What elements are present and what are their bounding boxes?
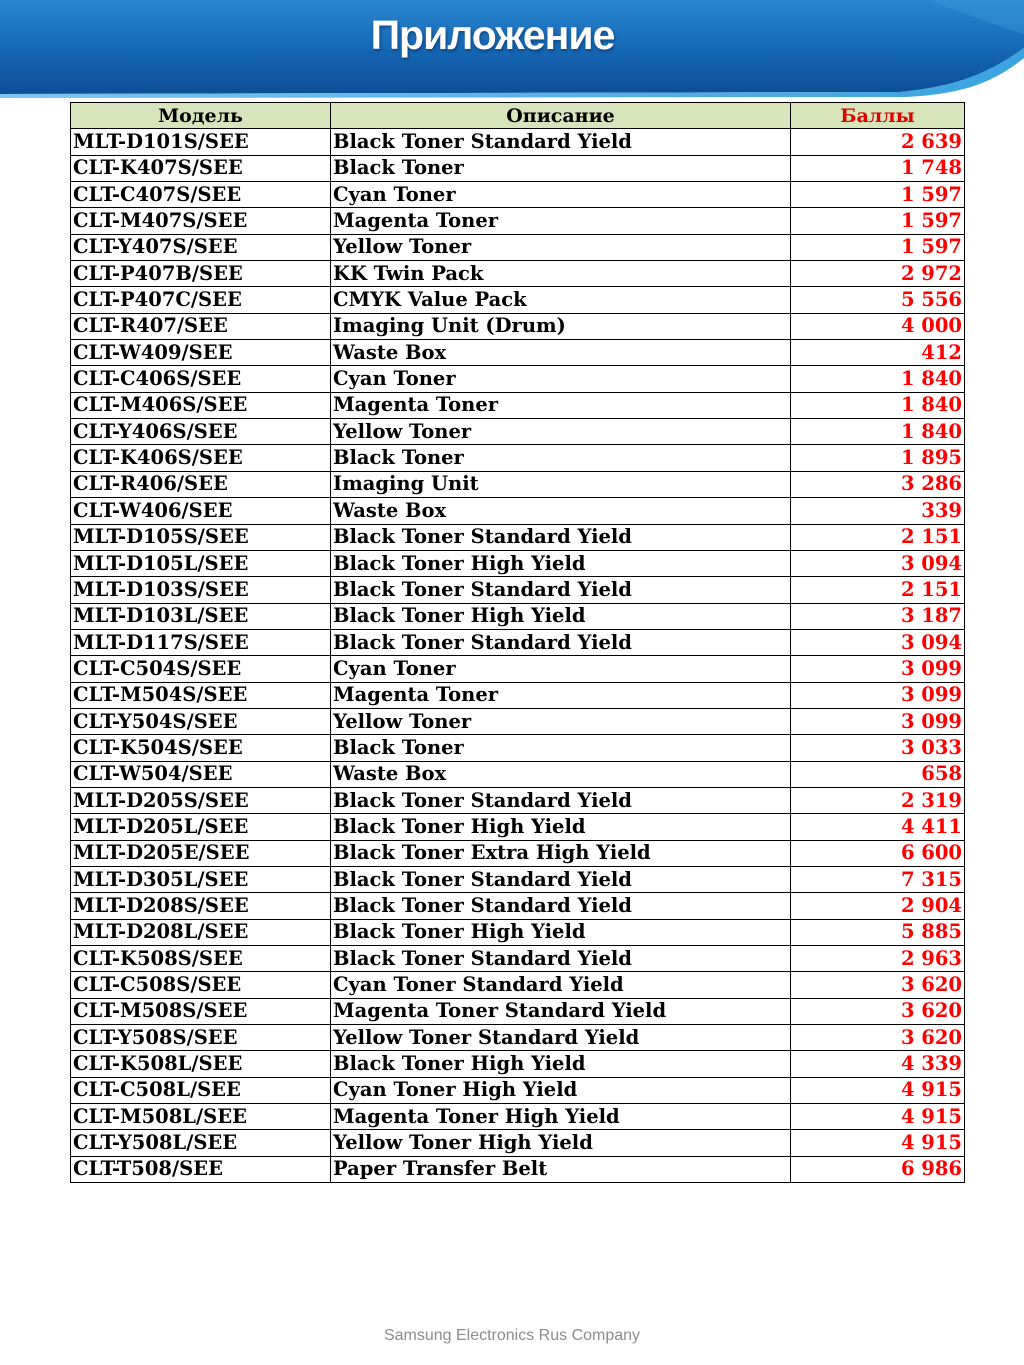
model-cell: MLT-D103L/SEE [71, 603, 331, 629]
description-cell: Waste Box [331, 340, 791, 366]
points-cell: 4 000 [791, 313, 965, 339]
description-cell: Black Toner [331, 735, 791, 761]
points-cell: 1 840 [791, 419, 965, 445]
header-banner [0, 0, 1024, 98]
table-header-row [71, 103, 965, 129]
table-row [71, 682, 965, 708]
model-cell: MLT-D205S/SEE [71, 787, 331, 813]
model-cell: CLT-M407S/SEE [71, 208, 331, 234]
points-cell: 3 286 [791, 471, 965, 497]
description-cell: CMYK Value Pack [331, 287, 791, 313]
column-header-description: Описание [331, 103, 791, 129]
table-row [71, 287, 965, 313]
model-cell: MLT-D103S/SEE [71, 577, 331, 603]
model-cell: CLT-K504S/SEE [71, 735, 331, 761]
description-cell: KK Twin Pack [331, 261, 791, 287]
description-cell: Cyan Toner [331, 366, 791, 392]
table-row [71, 1077, 965, 1103]
model-cell: CLT-R407/SEE [71, 313, 331, 339]
table-row [71, 340, 965, 366]
points-cell: 6 600 [791, 840, 965, 866]
description-cell: Yellow Toner [331, 419, 791, 445]
table-row [71, 471, 965, 497]
model-cell: CLT-C407S/SEE [71, 182, 331, 208]
points-cell: 3 099 [791, 708, 965, 734]
column-header-model: Модель [71, 103, 331, 129]
description-cell: Yellow Toner [331, 708, 791, 734]
description-cell: Black Toner Standard Yield [331, 893, 791, 919]
description-cell: Black Toner High Yield [331, 919, 791, 945]
description-cell: Magenta Toner High Yield [331, 1104, 791, 1130]
model-cell: CLT-C508S/SEE [71, 972, 331, 998]
points-cell: 4 915 [791, 1077, 965, 1103]
model-cell: CLT-C504S/SEE [71, 656, 331, 682]
table-row [71, 814, 965, 840]
table-row [71, 998, 965, 1024]
points-cell: 2 904 [791, 893, 965, 919]
points-cell: 3 620 [791, 1025, 965, 1051]
table-row [71, 629, 965, 655]
description-cell: Cyan Toner Standard Yield [331, 972, 791, 998]
points-cell: 1 840 [791, 392, 965, 418]
model-cell: CLT-M508L/SEE [71, 1104, 331, 1130]
description-cell: Imaging Unit [331, 471, 791, 497]
table-row [71, 603, 965, 629]
footer-company: Samsung Electronics Rus Company [383, 1327, 641, 1344]
table-row [71, 155, 965, 181]
description-cell: Black Toner Standard Yield [331, 866, 791, 892]
model-cell: CLT-P407B/SEE [71, 261, 331, 287]
points-cell: 2 151 [791, 524, 965, 550]
table-row [71, 735, 965, 761]
points-cell: 3 033 [791, 735, 965, 761]
table-row [71, 498, 965, 524]
points-cell: 4 915 [791, 1104, 965, 1130]
points-cell: 3 620 [791, 972, 965, 998]
model-cell: CLT-Y406S/SEE [71, 419, 331, 445]
description-cell: Magenta Toner [331, 208, 791, 234]
table-row [71, 761, 965, 787]
description-cell: Waste Box [331, 498, 791, 524]
description-cell: Black Toner [331, 445, 791, 471]
table-row [71, 129, 965, 155]
description-cell: Black Toner High Yield [331, 814, 791, 840]
model-cell: CLT-M508S/SEE [71, 998, 331, 1024]
description-cell: Black Toner Standard Yield [331, 129, 791, 155]
points-cell: 3 094 [791, 629, 965, 655]
model-cell: MLT-D105S/SEE [71, 524, 331, 550]
description-cell: Black Toner Standard Yield [331, 629, 791, 655]
points-cell: 5 556 [791, 287, 965, 313]
points-cell: 2 639 [791, 129, 965, 155]
description-cell: Magenta Toner [331, 682, 791, 708]
description-cell: Black Toner High Yield [331, 1051, 791, 1077]
points-cell: 4 915 [791, 1130, 965, 1156]
points-cell: 412 [791, 340, 965, 366]
table-row [71, 840, 965, 866]
model-cell: CLT-Y504S/SEE [71, 708, 331, 734]
model-cell: CLT-W406/SEE [71, 498, 331, 524]
description-cell: Yellow Toner [331, 234, 791, 260]
description-cell: Black Toner Standard Yield [331, 577, 791, 603]
description-cell: Cyan Toner [331, 656, 791, 682]
model-cell: CLT-K508S/SEE [71, 946, 331, 972]
model-cell: CLT-K407S/SEE [71, 155, 331, 181]
table-row [71, 1130, 965, 1156]
description-cell: Waste Box [331, 761, 791, 787]
points-cell: 3 187 [791, 603, 965, 629]
model-cell: MLT-D208S/SEE [71, 893, 331, 919]
points-cell: 1 597 [791, 182, 965, 208]
model-cell: CLT-M406S/SEE [71, 392, 331, 418]
table-row [71, 366, 965, 392]
model-cell: CLT-K508L/SEE [71, 1051, 331, 1077]
points-cell: 339 [791, 498, 965, 524]
model-cell: CLT-Y508L/SEE [71, 1130, 331, 1156]
description-cell: Imaging Unit (Drum) [331, 313, 791, 339]
model-cell: CLT-K406S/SEE [71, 445, 331, 471]
description-cell: Black Toner High Yield [331, 603, 791, 629]
description-cell: Yellow Toner Standard Yield [331, 1025, 791, 1051]
description-cell: Cyan Toner [331, 182, 791, 208]
description-cell: Yellow Toner High Yield [331, 1130, 791, 1156]
description-cell: Black Toner [331, 155, 791, 181]
model-cell: CLT-W409/SEE [71, 340, 331, 366]
model-cell: MLT-D208L/SEE [71, 919, 331, 945]
description-cell: Black Toner Standard Yield [331, 787, 791, 813]
model-cell: CLT-Y508S/SEE [71, 1025, 331, 1051]
points-cell: 7 315 [791, 866, 965, 892]
points-cell: 5 885 [791, 919, 965, 945]
model-cell: MLT-D117S/SEE [71, 629, 331, 655]
table-row [71, 919, 965, 945]
model-cell: MLT-D205L/SEE [71, 814, 331, 840]
points-cell: 4 411 [791, 814, 965, 840]
points-cell: 2 319 [791, 787, 965, 813]
column-header-points: Баллы [791, 103, 965, 129]
points-cell: 1 597 [791, 208, 965, 234]
model-cell: CLT-Y407S/SEE [71, 234, 331, 260]
table-body [71, 129, 965, 1183]
points-table [70, 102, 965, 1183]
table-row [71, 1104, 965, 1130]
table-row [71, 787, 965, 813]
table-row [71, 1025, 965, 1051]
points-cell: 6 986 [791, 1156, 965, 1182]
description-cell: Black Toner Standard Yield [331, 946, 791, 972]
model-cell: CLT-M504S/SEE [71, 682, 331, 708]
table-row [71, 577, 965, 603]
points-cell: 658 [791, 761, 965, 787]
description-cell: Black Toner High Yield [331, 550, 791, 576]
points-cell: 1 895 [791, 445, 965, 471]
points-cell: 3 094 [791, 550, 965, 576]
points-cell: 1 748 [791, 155, 965, 181]
table-row [71, 866, 965, 892]
table-row [71, 972, 965, 998]
table-row [71, 419, 965, 445]
table-row [71, 708, 965, 734]
model-cell: CLT-C406S/SEE [71, 366, 331, 392]
points-cell: 1 597 [791, 234, 965, 260]
table-row [71, 656, 965, 682]
points-cell: 3 099 [791, 682, 965, 708]
points-cell: 2 151 [791, 577, 965, 603]
table-row [71, 550, 965, 576]
table-row [71, 946, 965, 972]
table-row [71, 1051, 965, 1077]
model-cell: MLT-D101S/SEE [71, 129, 331, 155]
description-cell: Black Toner Standard Yield [331, 524, 791, 550]
table-row [71, 234, 965, 260]
points-cell: 3 099 [791, 656, 965, 682]
points-cell: 1 840 [791, 366, 965, 392]
description-cell: Black Toner Extra High Yield [331, 840, 791, 866]
model-cell: CLT-T508/SEE [71, 1156, 331, 1182]
model-cell: CLT-C508L/SEE [71, 1077, 331, 1103]
table-row [71, 524, 965, 550]
table-row [71, 445, 965, 471]
points-cell: 4 339 [791, 1051, 965, 1077]
table-row [71, 182, 965, 208]
table-row [71, 392, 965, 418]
model-cell: MLT-D205E/SEE [71, 840, 331, 866]
description-cell: Paper Transfer Belt [331, 1156, 791, 1182]
description-cell: Cyan Toner High Yield [331, 1077, 791, 1103]
table-row [71, 261, 965, 287]
model-cell: CLT-P407C/SEE [71, 287, 331, 313]
model-cell: CLT-R406/SEE [71, 471, 331, 497]
table-row [71, 893, 965, 919]
table-row [71, 1156, 965, 1182]
model-cell: MLT-D305L/SEE [71, 866, 331, 892]
model-cell: CLT-W504/SEE [71, 761, 331, 787]
table-row [71, 208, 965, 234]
model-cell: MLT-D105L/SEE [71, 550, 331, 576]
table-row [71, 313, 965, 339]
points-cell: 3 620 [791, 998, 965, 1024]
description-cell: Magenta Toner [331, 392, 791, 418]
page-title: Приложение [370, 12, 615, 58]
points-cell: 2 972 [791, 261, 965, 287]
points-cell: 2 963 [791, 946, 965, 972]
description-cell: Magenta Toner Standard Yield [331, 998, 791, 1024]
